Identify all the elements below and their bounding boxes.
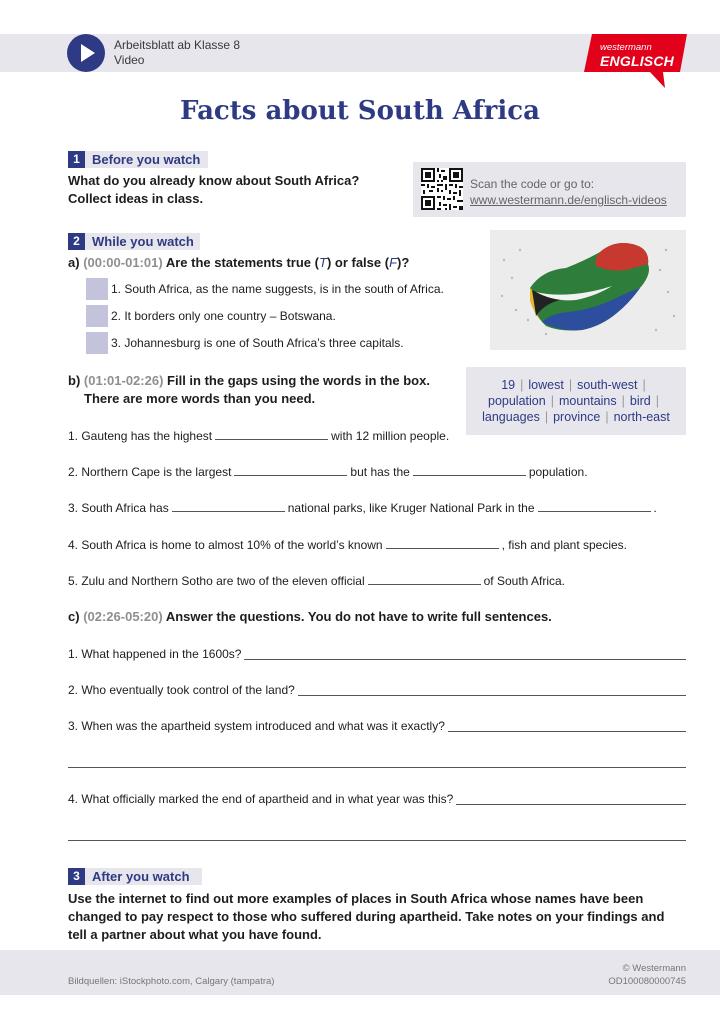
task-b-letter: b) [68,373,81,388]
answer-box[interactable] [86,332,108,354]
section-3-line1: Use the internet to find out more examples of places in South Africa whose names have been [68,891,644,906]
word-row-1: 19 | lowest | south-west | [501,378,646,392]
word: 19 [501,378,516,392]
gap-text: population. [528,465,588,479]
image-credits: Bildquellen: iStockphoto.com, Calgary (tampatra) [68,976,275,987]
gap-text: , fish and plant species. [501,538,628,552]
task-a-heading [68,254,409,272]
task-b-prompt-2: There are more words than you need. [84,391,316,406]
gap-text: of South Africa. [483,574,566,588]
answer-line[interactable] [68,840,686,841]
section-3-header [68,868,202,885]
word-box [466,367,686,435]
question-text: 4. What officially marked the end of apartheid and in what year was this? [68,791,456,807]
gap-blank[interactable] [386,538,499,549]
task-b-timestamp: (01:01-02:26) [83,373,164,388]
brand-subject: ENGLISCH [600,53,674,69]
worksheet-type: Video [114,53,145,67]
gap-blank[interactable] [413,465,526,476]
task-b-heading [68,372,430,390]
word: province [553,410,601,424]
westermann-logo [584,34,687,88]
question-4 [68,791,686,807]
answer-box[interactable] [86,278,108,300]
task-b-prompt: Fill in the gaps using the words in the box. [167,373,430,388]
word: languages [482,410,540,424]
gap-text: but has the [350,465,410,479]
statement-text: 3. Johannesburg is one of South Africa’s three capitals. [111,336,404,350]
false-marker: F [389,255,398,270]
section-3-line2: changed to pay respect to those who suffered during apartheid. Take notes on your findings and [68,909,665,924]
gap-blank[interactable] [172,501,285,512]
task-c-timestamp: (02:26-05:20) [83,609,163,624]
question-1 [68,646,686,662]
task-c-letter: c) [68,609,80,624]
task-c-heading [68,608,552,626]
question-2 [68,682,686,698]
word: lowest [528,378,564,392]
gap-text: . [653,501,657,515]
gap-text: 5. Zulu and Northern Sotho are two of the eleven official [68,574,365,588]
gap-text: 1. Gauteng has the highest [68,429,213,443]
south-africa-map-image [490,230,686,350]
section-2-header [68,233,200,250]
gap-sentence-1 [68,428,449,444]
section-2-label: While you watch [92,234,194,249]
section-3-instruction [68,890,664,944]
worksheet-level: Arbeitsblatt ab Klasse 8 [114,38,241,52]
task-a-prompt-end: )? [397,255,410,270]
gap-sentence-2 [68,464,588,480]
section-1-line1: What do you already know about South Africa? [68,173,360,188]
word: bird [629,394,651,408]
header-info [114,38,240,68]
task-a-timestamp: (00:00-01:01) [83,255,163,270]
task-a-letter: a) [68,255,80,270]
document-code: OD100080000745 [608,976,686,987]
word-row-3: languages | province | north-east [482,410,670,424]
statement-text: 1. South Africa, as the name suggests, is in the south of Africa. [111,282,444,296]
gap-text: 4. South Africa is home to almost 10% of the world’s known [68,538,383,552]
gap-text: 3. South Africa has [68,501,169,515]
word-row-2: population | mountains | bird | [488,394,659,408]
gap-text: 2. Northern Cape is the largest [68,465,232,479]
gap-blank[interactable] [368,574,481,585]
gap-sentence-4 [68,537,627,553]
qr-code-icon[interactable] [421,168,463,210]
qr-caption: Scan the code or go to: [470,177,595,191]
section-2-number: 2 [68,233,85,250]
gap-text: national parks, like Kruger National Park in the [287,501,535,515]
section-1-line2: Collect ideas in class. [68,191,204,206]
gap-sentence-3 [68,500,657,516]
statement-text: 2. It borders only one country – Botswana. [111,309,336,323]
play-video-icon[interactable] [67,34,105,72]
gap-blank[interactable] [215,429,328,440]
answer-box[interactable] [86,305,108,327]
brand-name: westermann [600,42,652,53]
video-link[interactable]: www.westermann.de/englisch-videos [470,193,667,207]
section-1-number: 1 [68,151,85,168]
gap-text: with 12 million people. [331,429,450,443]
task-c-prompt: Answer the questions. You do not have to write full sentences. [165,609,552,624]
qr-panel [413,162,686,217]
word: population [488,394,546,408]
section-3-line3: tell a partner about what you have found. [68,927,322,942]
true-marker: T [318,255,327,270]
gap-blank[interactable] [234,465,347,476]
question-text: 2. Who eventually took control of the land? [68,682,298,698]
copyright-text: © Westermann [622,963,686,974]
footer-copyright [608,962,686,988]
word: south-west [577,378,638,392]
qr-instructions [470,176,667,208]
footer [0,950,720,995]
section-1-label: Before you watch [92,152,201,167]
task-a-prompt-start: Are the statements true ( [165,255,319,270]
gap-blank[interactable] [538,501,651,512]
question-text: 1. What happened in the 1600s? [68,646,244,662]
word: north-east [613,410,670,424]
answer-line[interactable] [68,767,686,768]
word: mountains [558,394,617,408]
question-3 [68,718,686,734]
page-title: Facts about South Africa [180,96,540,126]
section-1-instruction [68,172,359,208]
question-text: 3. When was the apartheid system introduced and what was it exactly? [68,718,448,734]
section-3-number: 3 [68,868,85,885]
section-1-header [68,151,208,168]
section-3-label: After you watch [92,869,190,884]
gap-sentence-5 [68,573,565,589]
task-a-prompt-mid: ) or false ( [326,255,390,270]
